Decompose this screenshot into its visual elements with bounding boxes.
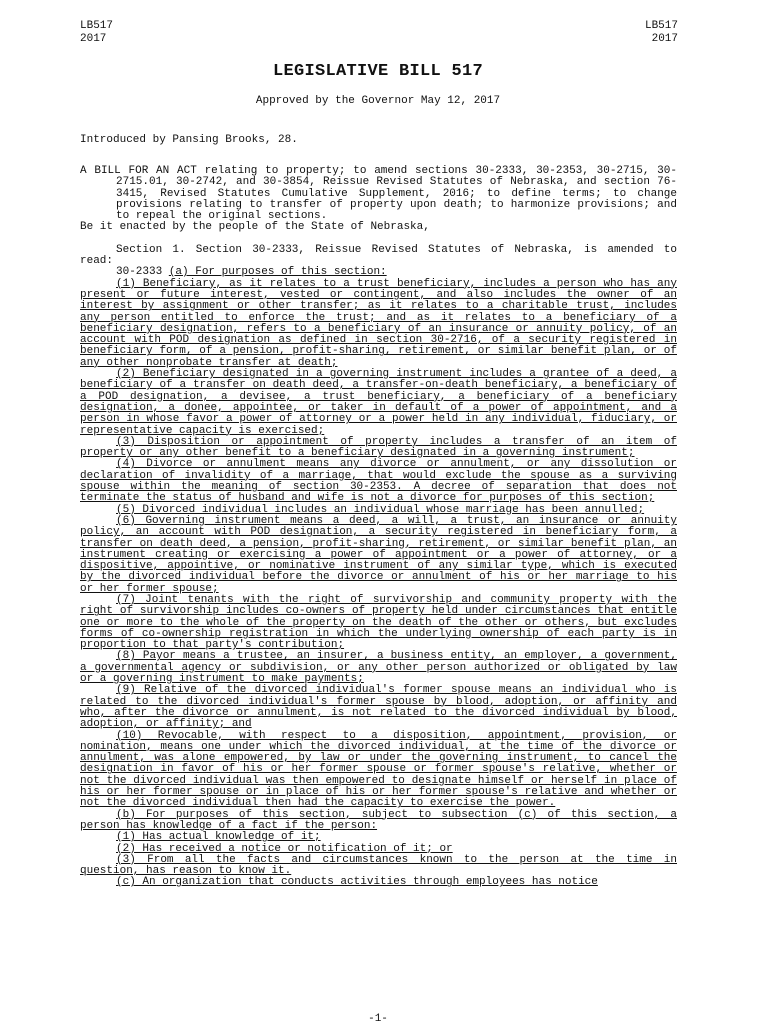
paragraph-a10: (10) Revocable, with respect to a disposition, appointment, provision, or nomination, means one under which the divorced individual, at the time of the divorce or annulment, was alone empowered, by law or under the governing instrument, to cancel the designation in favor of his or her former spouse or former spouse's relative, whether or not the divorced individual was then empowered to designate himself or herself in place of his or her former spouse or in place of his or her former spouse's relative and whether or not the divorced individual then had the capacity to exercise the power. [80, 729, 677, 810]
paragraph-a2: (2) Beneficiary designated in a governing instrument includes a grantee of a deed, a beneficiary of a transfer on death deed, a transfer-on-death beneficiary, a beneficiary of a POD designation, a devisee, a trust beneficiary, a beneficiary of a beneficiary designation, a donee, appointee, or taker in default of a power of appointment, and a person in whose favor a power of attorney or a power held in any individual, fiduciary, or representative capacity is exercised; [80, 368, 677, 437]
paragraph-a7: (7) Joint tenants with the right of survivorship and community property with the right of survivorship includes co-owners of property held under circumstances that entitle one or more to the whole of the property on the death of the other or others, but excludes forms of co-ownership registration in which the underlying ownership of each party is in proportion to that party's contribution; [80, 593, 677, 652]
paragraph-a5: (5) Divorced individual includes an individual whose marriage has been annulled; [116, 503, 645, 516]
bill-title-paragraph: A BILL FOR AN ACT relating to property; to amend sections 30-2333, 30-2353, 30-2715, 30-2715.01, 30-2742, and 30-3854, Reissue Revised Statutes of Nebraska, and section 76-3415, Revised Statutes Cumulative Supplement, 2016; to define terms; to change provisions relating to transfer of property upon death; to harmonize provisions; and to repeal the original sections. [80, 165, 677, 223]
section-heading: Section 1. Section 30-2333, Reissue Revised Statutes of Nebraska, is amended to read: [80, 243, 677, 268]
header-left [80, 20, 113, 46]
introduced-by: Introduced by Pansing Brooks, 28. [80, 134, 298, 146]
enacting-clause: Be it enacted by the people of the State of Nebraska, [80, 221, 430, 234]
year-left: 2017 [80, 33, 107, 45]
paragraph-b: (b) For purposes of this section, subject to subsection (c) of this section, a person has knowledge of a fact if the person: [80, 808, 677, 832]
section-lead-text: (a) For purposes of this section: [168, 266, 387, 279]
approval-line: Approved by the Governor May 12, 2017 [255, 95, 501, 107]
paragraph-b3: (3) From all the facts and circumstances known to the person at the time in question, has reason to know it. [80, 853, 677, 878]
bill-body [80, 166, 677, 889]
paragraph-a6: (6) Governing instrument means a deed, a will, a trust, an insurance or annuity policy, an account with POD designation, a security registered in beneficiary form, a transfer on death deed, a pension, profit-sharing, retirement, or similar benefit plan, an instrument creating or exercising a power of appointment or a power of attorney, or a dispositive, appointive, or nominative instrument of any similar type, which is executed by the divorced individual before the divorce or annulment of his or her marriage to his or her former spouse; [80, 514, 677, 595]
section-lead [80, 267, 677, 278]
paragraph-b2: (2) Has received a notice or notification of it; or [116, 842, 453, 855]
paragraph-a3: (3) Disposition or appointment of property includes a transfer of an item of property or any other benefit to a beneficiary designated in a governing instrument; [80, 435, 677, 460]
page-number: -1- [368, 1013, 388, 1025]
paragraph-a8: (8) Payor means a trustee, an insurer, a business entity, an employer, a government, a governmental agency or subdivision, or any other person authorized or obligated by law or a governing instrument to make payments; [80, 650, 677, 686]
header-right [645, 20, 678, 46]
section-number: 30-2333 [116, 266, 169, 279]
paragraph-a1: (1) Beneficiary, as it relates to a trust beneficiary, includes a person who has any present or future interest, vested or contingent, and also includes the owner of an interest by assignment or other transfer; as it relates to a charitable trust, includes any person entitled to enforce the trust; and as it relates to a beneficiary of a beneficiary designation, refers to a beneficiary of an insurance or annuity policy, of an account with POD designation as defined in section 30-2716, of a security registered in beneficiary form, of a pension, profit-sharing, retirement, or similar benefit plan, or of any other nonprobate transfer at death; [80, 277, 677, 369]
paragraph-c: (c) An organization that conducts activities through employees has notice [116, 876, 598, 889]
paragraph-b1: (1) Has actual knowledge of it; [116, 831, 321, 844]
bill-id-right: LB517 [644, 20, 678, 32]
paragraph-a4: (4) Divorce or annulment means any divorce or annulment, or any dissolution or declaration of invalidity of a marriage, that would exclude the spouse as a surviving spouse within the meaning of section 30-2353. A decree of separation that does not terminate the status of husband and wife is not a divorce for purposes of this section; [80, 458, 677, 505]
document-title: LEGISLATIVE BILL 517 [272, 62, 484, 81]
year-right: 2017 [651, 33, 678, 45]
bill-id-left: LB517 [80, 20, 114, 32]
paragraph-a9: (9) Relative of the divorced individual's former spouse means an individual who is related to the divorced individual's former spouse by blood, adoption, or affinity and who, after the divorce or annulment, is not related to the divorced individual by blood, adoption, or affinity; and [80, 684, 677, 731]
